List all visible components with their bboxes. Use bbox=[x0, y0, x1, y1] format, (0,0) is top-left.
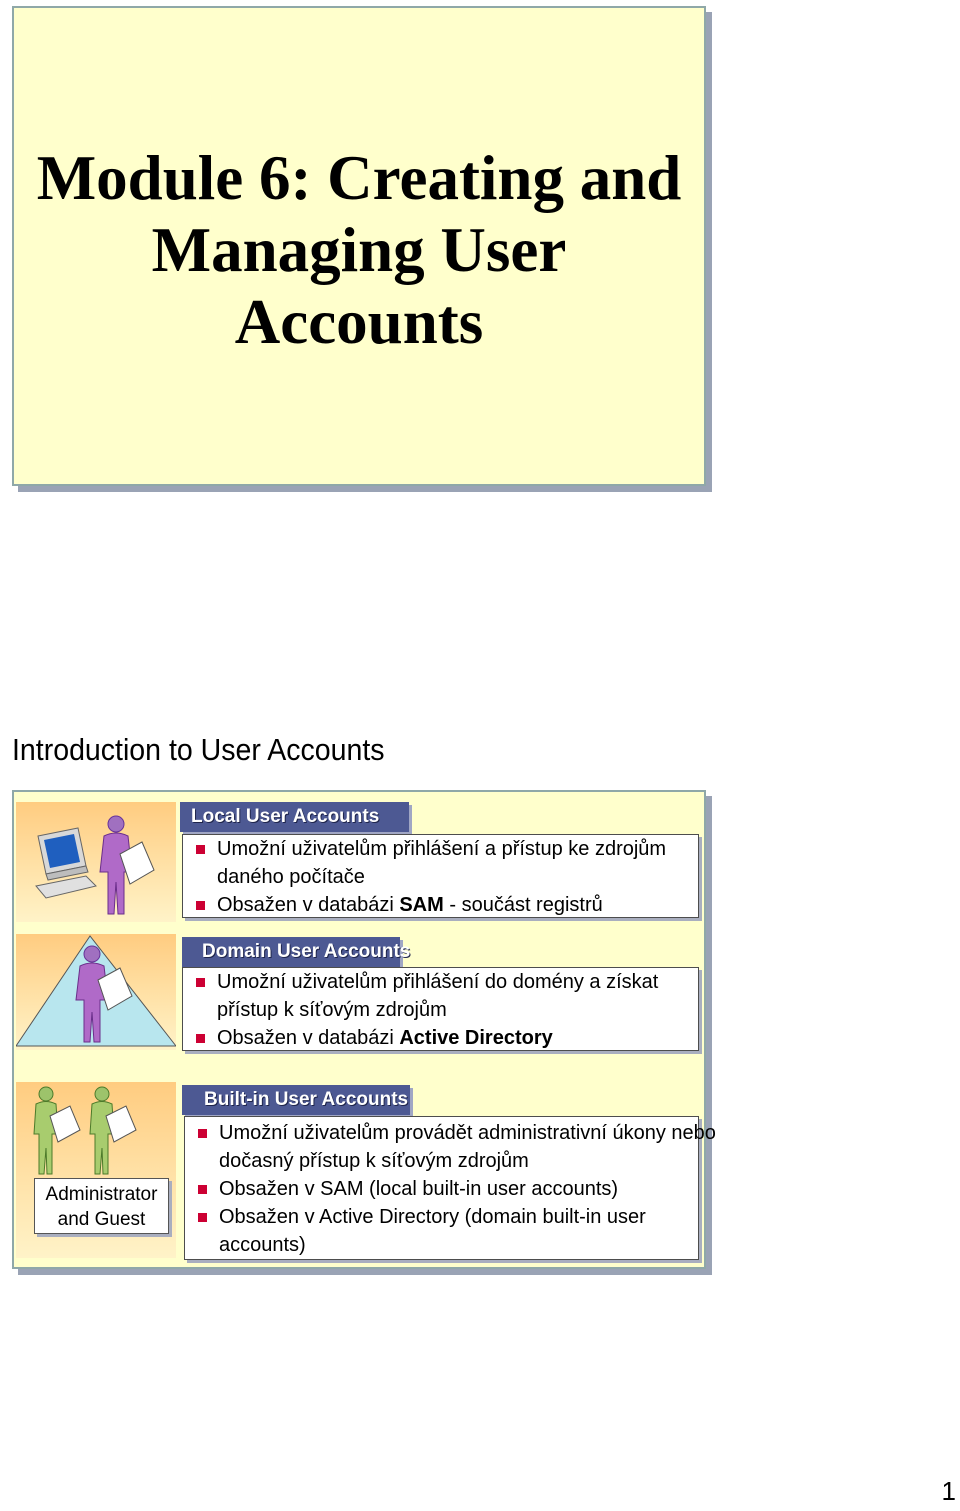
title-line-3: Accounts bbox=[234, 287, 484, 357]
slide-title bbox=[14, 142, 704, 358]
bullet-icon bbox=[198, 1213, 207, 1222]
domain-user-icon bbox=[16, 934, 176, 1050]
bullet-text-cont: daného počítače bbox=[217, 866, 365, 888]
local-user-illustration bbox=[16, 802, 176, 922]
domain-user-illustration bbox=[16, 934, 176, 1050]
caption-line-1: Administrator bbox=[45, 1184, 158, 1205]
bullet-bold-text: SAM bbox=[399, 894, 444, 916]
builtin-users-icon bbox=[16, 1082, 176, 1182]
bullet-text-post: - součást registrů bbox=[443, 894, 603, 916]
section-box-builtin bbox=[184, 1116, 716, 1260]
admin-guest-caption bbox=[34, 1178, 169, 1234]
title-line-1: Module 6: Creating and bbox=[36, 143, 682, 213]
bullet-item bbox=[185, 1175, 698, 1203]
bullet-item bbox=[183, 1024, 698, 1052]
caption-line-2: and Guest bbox=[57, 1209, 146, 1230]
bullet-item bbox=[183, 891, 698, 919]
bullet-text: Obsažen v SAM (local built-in user accounts) bbox=[219, 1178, 619, 1200]
bullet-text-cont: dočasný přístup k síťovým zdrojům bbox=[219, 1150, 529, 1172]
bullet-text: Umožní uživatelům provádět administrativní úkony nebo bbox=[219, 1122, 716, 1144]
bullet-text: Obsažen v databázi bbox=[217, 894, 400, 916]
section-box-domain bbox=[182, 967, 699, 1051]
bullet-text: Umožní uživatelům přihlášení do domény a získat bbox=[217, 971, 659, 993]
bullet-icon bbox=[198, 1129, 207, 1138]
section-label-domain: Domain User Accounts bbox=[182, 937, 400, 967]
section-label-builtin: Built-in User Accounts bbox=[182, 1085, 410, 1115]
bullet-icon bbox=[198, 1185, 207, 1194]
section-label-local: Local User Accounts bbox=[180, 802, 409, 832]
bullet-text-cont: accounts) bbox=[219, 1234, 306, 1256]
page-number: 1 bbox=[941, 1476, 956, 1506]
title-line-2: Managing User bbox=[151, 215, 567, 285]
title-slide bbox=[12, 6, 706, 486]
bullet-bold-text: Active Directory bbox=[399, 1027, 553, 1049]
bullet-item bbox=[185, 1119, 716, 1175]
bullet-text: Umožní uživatelům přihlášení a přístup ke zdrojům bbox=[217, 838, 667, 860]
bullet-item bbox=[185, 1203, 698, 1259]
bullet-text: Obsažen v databázi bbox=[217, 1027, 400, 1049]
bullet-text: Obsažen v Active Directory (domain built-in user bbox=[219, 1206, 646, 1228]
bullet-icon bbox=[196, 901, 205, 910]
content-slide bbox=[12, 790, 716, 1269]
bullet-icon bbox=[196, 1034, 205, 1043]
section-box-local bbox=[182, 834, 699, 918]
computer-user-icon bbox=[16, 802, 176, 922]
bullet-item bbox=[183, 835, 698, 891]
slide-heading: Introduction to User Accounts bbox=[12, 732, 385, 767]
bullet-text-cont: přístup k síťovým zdrojům bbox=[217, 999, 447, 1021]
bullet-icon bbox=[196, 978, 205, 987]
bullet-icon bbox=[196, 845, 205, 854]
bullet-item bbox=[183, 968, 698, 1024]
